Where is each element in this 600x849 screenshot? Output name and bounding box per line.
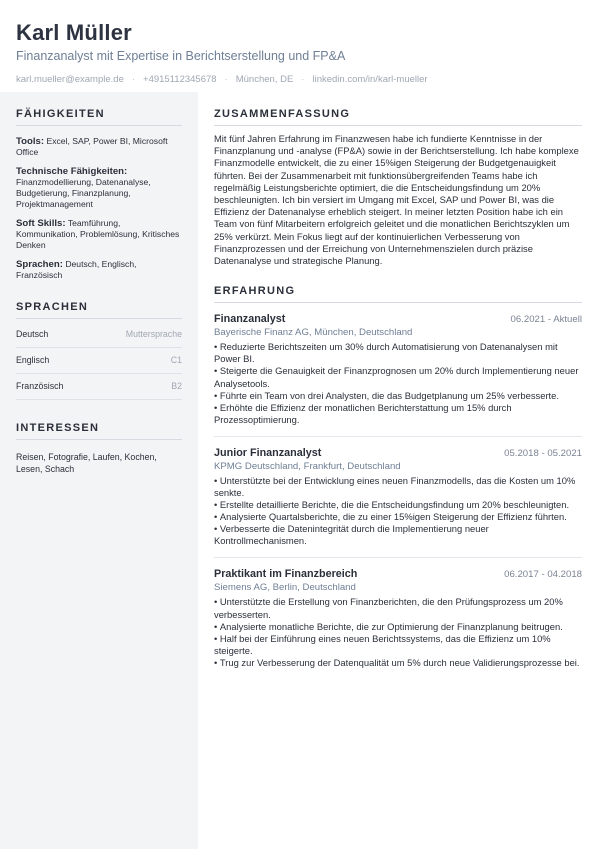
skill-item-languages [16, 259, 182, 281]
languages-list [16, 329, 182, 400]
skill-label: Technische Fähigkeiten: [16, 166, 128, 177]
job-bullets [214, 341, 582, 426]
job-bullet: • Half bei der Einführung eines neuen Berichtssystems, das die Effizienz um 10% steigerte. [214, 633, 582, 657]
job-entry [214, 436, 582, 548]
job-bullet: • Erhöhte die Effizienz der monatlichen Berichterstattung um 15% durch Prozessoptimierung. [214, 402, 582, 426]
language-level: C1 [170, 355, 182, 365]
job-dates: 06.2017 - 04.2018 [504, 569, 582, 581]
language-level: Muttersprache [125, 329, 182, 339]
language-level: B2 [171, 381, 182, 391]
skill-value: Excel, SAP, Power BI, Microsoft Office [16, 136, 168, 157]
job-title: Praktikant im Finanzbereich [214, 568, 358, 581]
linkedin-link[interactable]: linkedin.com/in/karl-mueller [312, 74, 428, 85]
job-entry [214, 557, 582, 669]
language-name: Deutsch [16, 329, 49, 339]
candidate-name: Karl Müller [16, 20, 132, 45]
summary-heading: ZUSAMMENFASSUNG [214, 108, 582, 126]
language-name: Englisch [16, 355, 50, 365]
contact-info [16, 74, 584, 86]
job-bullet: • Analysierte Quartalsberichte, die zu einer 15%igen Steigerung der Effizienz führten. [214, 511, 582, 523]
candidate-headline: Finanzanalyst mit Expertise in Berichtserstellung und FP&A [16, 49, 346, 63]
job-header [214, 447, 582, 459]
job-company: Bayerische Finanz AG, München, Deutschland [214, 327, 413, 339]
language-row [16, 355, 182, 374]
interests-heading: INTERESSEN [16, 422, 182, 440]
job-dates: 05.2018 - 05.2021 [504, 447, 582, 459]
job-dates: 06.2021 - Aktuell [510, 314, 582, 326]
job-bullets [214, 596, 582, 669]
job-bullet: • Führte ein Team von drei Analysten, die das Budgetplanung um 25% verbesserte. [214, 390, 582, 402]
job-header [214, 568, 582, 580]
experience-section [214, 285, 582, 669]
skills-heading: FÄHIGKEITEN [16, 108, 182, 126]
resume-header [0, 0, 600, 92]
job-bullet: • Trug zur Verbesserung der Datenqualität um 5% durch neue Validierungsprozesse bei. [214, 657, 582, 669]
skill-label: Sprachen: [16, 259, 63, 270]
skill-value: Finanzmodellierung, Datenanalyse, Budgetierung, Finanzplanung, Projektmanagement [16, 177, 151, 209]
sidebar [0, 92, 198, 849]
languages-heading: SPRACHEN [16, 301, 182, 319]
job-header [214, 313, 582, 325]
language-row [16, 381, 182, 400]
job-bullet: • Reduzierte Berichtszeiten um 30% durch Automatisierung von Datenanalysen mit Power BI. [214, 341, 582, 365]
skill-value: Teamführung, Kommunikation, Problemlösung, Kritisches Denken [16, 218, 180, 250]
job-bullet: • Steigerte die Genauigkeit der Finanzprognosen um 20% durch Implementierung neuer Analysetools. [214, 365, 582, 389]
contact-separator: · [131, 74, 136, 85]
job-title: Junior Finanzanalyst [214, 446, 322, 459]
skill-item-soft-skills [16, 218, 182, 251]
job-bullet: • Analysierte monatliche Berichte, die zur Optimierung der Finanzplanung beitrugen. [214, 621, 582, 633]
contact-separator: · [224, 74, 228, 85]
job-title: Finanzanalyst [214, 313, 286, 326]
summary-text: Mit fünf Jahren Erfahrung im Finanzwesen habe ich fundierte Kenntnisse in der Finanzplanung und -analyse (FP&A) sowie in der Berichtserstellung. Ich habe komplexe Finanzmodelle entwickelt, die zu einer 15%igen Steigerung der Budgetgenauigkeit führten. Bei der Zusammenarbeit mit funktionsübergreifenden Teams habe ich regelmäßig Leistungsberichte optimiert, die die Entscheidungsfindung um 20% beschleunigten. Ich bin versiert im Umgang mit Excel, SAP und Power BI, was die Effizienz der Datenanalyse erheblich steigert. In meiner letzten Position habe ich ein Team von fünf Mitarbeitern erfolgreich geleitet und die monatlichen Berichtszyklen um 25% verkürzt. Mein Fokus liegt auf der kontinuierlichen Verbesserung von Finanzprozessen und der Erreichung von Unternehmenszielen durch präzise Datenanalyse und strategische Planung. [214, 133, 579, 267]
location-text: München, DE [235, 74, 294, 85]
skill-item-tools [16, 136, 182, 158]
skills-list [16, 136, 182, 281]
contact-separator: · [301, 74, 305, 85]
skill-item-technical [16, 166, 182, 210]
main-content [198, 92, 600, 669]
job-entry [214, 313, 582, 426]
interests-text: Reisen, Fotografie, Laufen, Kochen, Lesen, Schach [16, 452, 157, 474]
skill-label: Tools: [16, 136, 45, 147]
job-bullet: • Unterstützte bei der Entwicklung eines neuen Finanzmodells, das die Kosten um 10% senkte. [214, 475, 582, 499]
skill-value: Deutsch, Englisch, Französisch [16, 259, 137, 280]
phone-link[interactable]: +4915112345678 [143, 74, 217, 85]
job-bullets [214, 475, 582, 548]
language-row [16, 329, 182, 348]
job-bullet: • Verbesserte die Datenintegrität durch die Implementierung neuer Kontrollmechanismen. [214, 523, 582, 547]
job-bullet: • Unterstützte die Erstellung von Finanzberichten, die den Prüfungsprozess um 20% verbesserten. [214, 596, 582, 620]
job-company: Siemens AG, Berlin, Deutschland [214, 582, 356, 594]
email-link[interactable]: karl.mueller@example.de [16, 74, 124, 85]
language-name: Französisch [16, 381, 64, 391]
skill-label: Soft Skills: [16, 218, 66, 229]
job-bullet: • Erstellte detaillierte Berichte, die die Entscheidungsfindung um 20% beschleunigten. [214, 499, 582, 511]
experience-heading: ERFAHRUNG [214, 285, 582, 303]
job-company: KPMG Deutschland, Frankfurt, Deutschland [214, 460, 401, 472]
